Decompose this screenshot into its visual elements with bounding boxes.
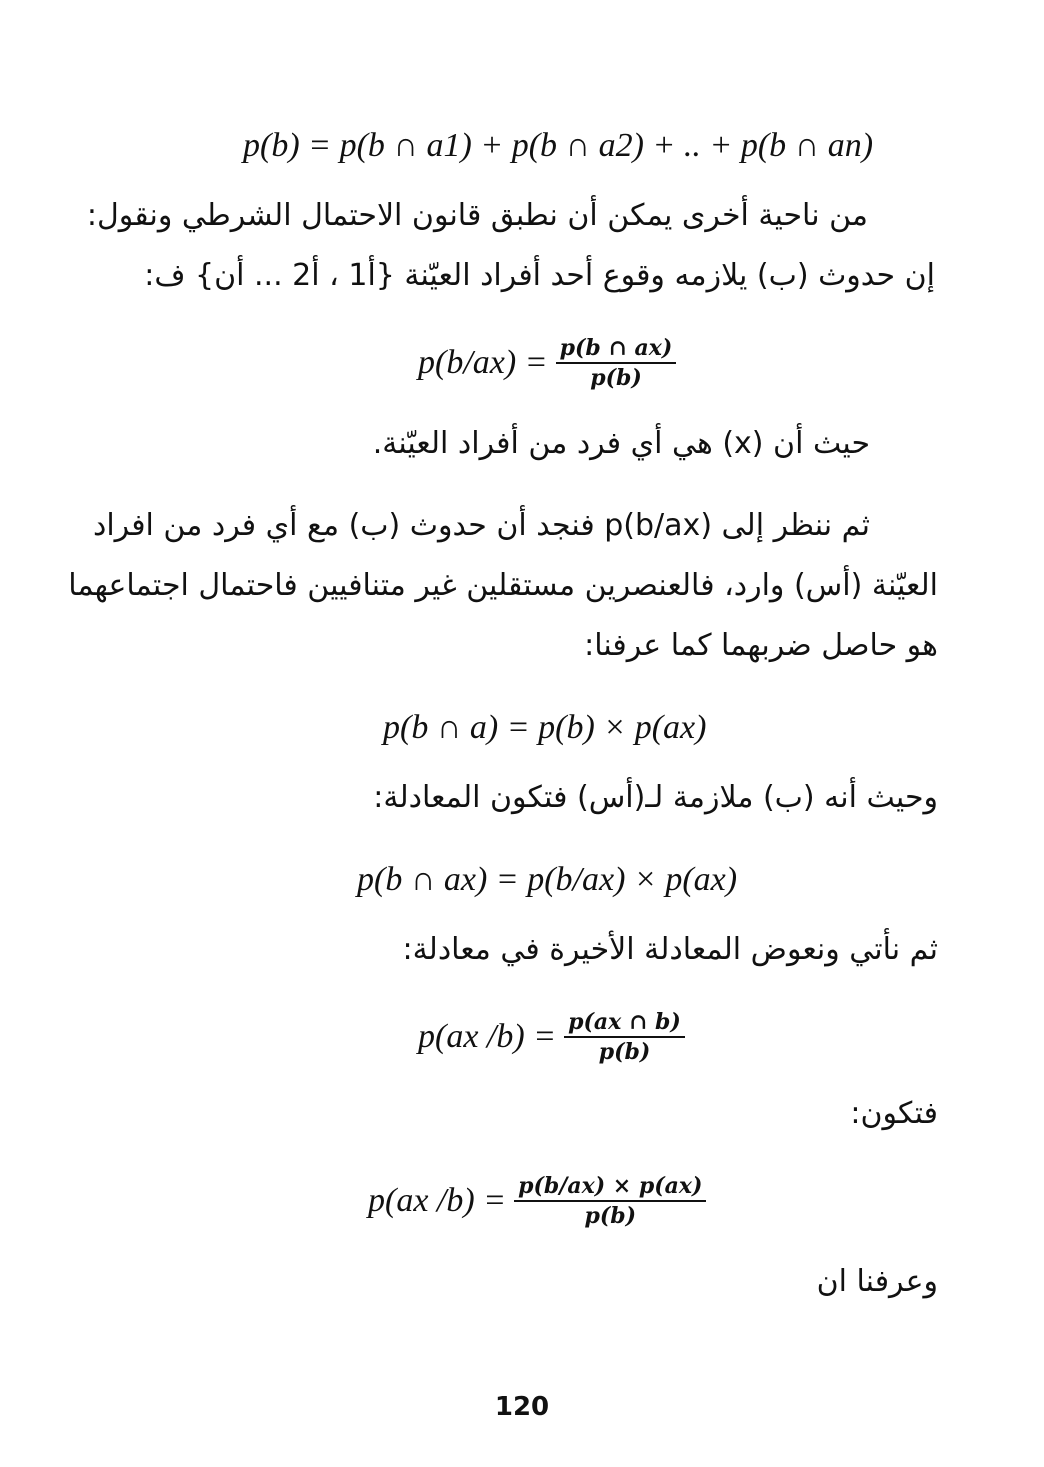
paragraph-line: وعرفنا ان (816, 1264, 938, 1299)
fraction-denominator: p(b) (590, 365, 642, 391)
equation-bayes-final (368, 1172, 706, 1230)
fraction (564, 1008, 685, 1066)
equation-lhs: p(ax /b) = (418, 1018, 557, 1055)
equation-independence: p(b ∩ a) = p(b) × p(ax) (383, 709, 707, 746)
fraction-numerator: p(b ∩ ax) (556, 334, 677, 364)
paragraph-line: من ناحية أخرى يمكن أن نطبق قانون الاحتمال الشرطي ونقول: (86, 198, 868, 233)
equation-total-probability: p(b) = p(b ∩ a1) + p(b ∩ a2) + .. + p(b ∩ an) (243, 127, 874, 164)
page-number: 120 (494, 1392, 550, 1422)
fraction-denominator: p(b) (584, 1203, 637, 1229)
paragraph-line: فتكون: (850, 1096, 938, 1131)
paragraph-line: العيّنة (أس) وارد، فالعنصرين مستقلين غير متنافيين فاحتمال اجتماعهما (68, 568, 938, 603)
equation-lhs: p(ax /b) = (368, 1182, 507, 1219)
equation-bayes (418, 1008, 685, 1066)
fraction-numerator: p(ax ∩ b) (564, 1008, 685, 1038)
fraction (556, 334, 677, 392)
paragraph-line: إن حدوث (ب) يلازمه وقوع أحد أفراد العيّنة {أ1 ، أ2 ... أن} ف: (144, 258, 935, 293)
fraction-denominator: p(b) (598, 1039, 651, 1065)
paragraph-line: هو حاصل ضربهما كما عرفنا: (584, 628, 938, 663)
paragraph-line: ثم ننظر إلى (p(b/ax فنجد أن حدوث (ب) مع أي فرد من افراد (92, 508, 870, 543)
paragraph-line: ثم نأتي ونعوض المعادلة الأخيرة في معادلة: (402, 932, 938, 967)
paragraph-line: وحيث أنه (ب) ملازمة لـ(أس) فتكون المعادلة: (373, 780, 938, 815)
equation-lhs: p(b/ax) = (418, 344, 548, 381)
fraction (514, 1172, 706, 1230)
paragraph-line: حيث أن (x) هي أي فرد من أفراد العيّنة. (372, 426, 870, 461)
equation-conditional (418, 334, 676, 392)
fraction-numerator: p(b/ax) × p(ax) (514, 1172, 706, 1202)
equation-joint: p(b ∩ ax) = p(b/ax) × p(ax) (357, 861, 738, 898)
